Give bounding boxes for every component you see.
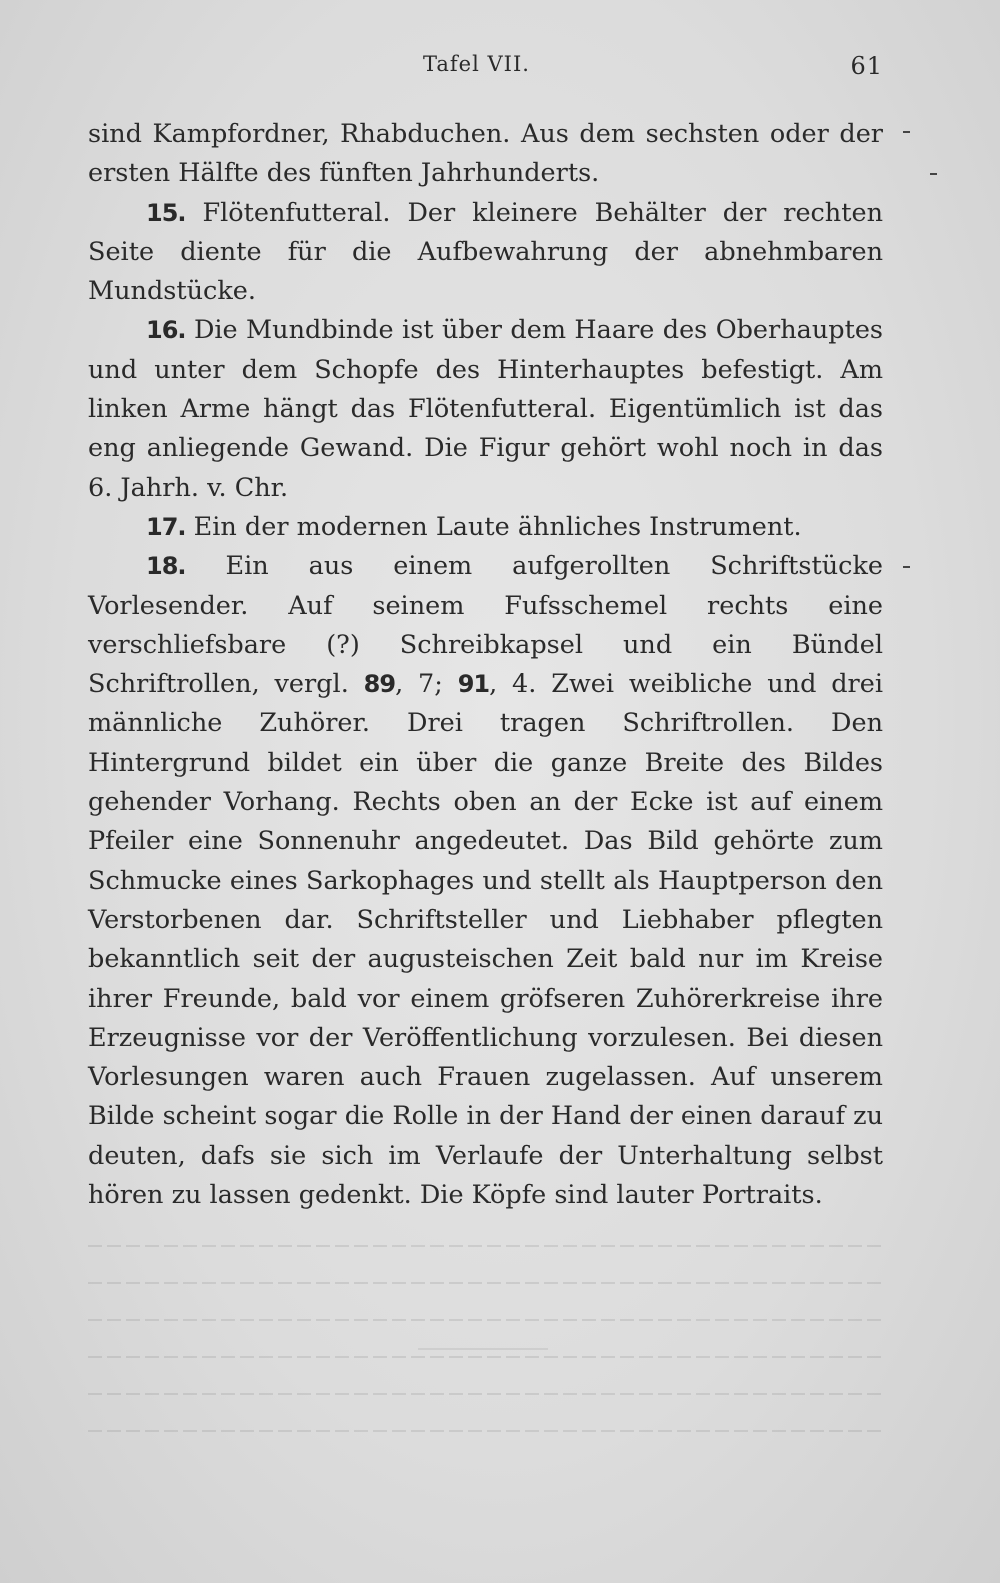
page-number: 61 [850,52,883,80]
body-text [88,115,883,1215]
entry-number: 15. [146,198,186,227]
margin-mark [903,131,910,133]
running-header [88,52,883,88]
entry-text-part: , 4. Zwei weibliche und drei männliche Zuhörer. Drei tragen Schriftrollen. Den Hintergrund bildet ein über die ganze Breite des Bildes gehender Vorhang. Rechts oben an der Ecke ist auf einem Pfeiler eine Sonnenuhr angedeutet. Das Bild gehörte zum Schmucke eines Sarkophages und stellt als Hauptperson den Verstorbenen dar. Schriftsteller und Liebhaber pflegten bekanntlich seit der augusteischen Zeit bald nur im Kreise ihrer Freunde, bald vor einem gröfseren Zuhörerkreise ihre Erzeugnisse vor der Veröffentlichung vorzulesen. Bei diesen Vorlesungen waren auch Frauen zugelassen. Auf unserem Bilde scheint sogar die Rolle in der Hand der einen darauf zu deuten, dafs sie sich im Verlaufe der Unterhaltung selbst hören zu lassen gedenkt. Die Köpfe sind lauter Portraits. [88,669,883,1211]
continuation-paragraph [88,115,883,194]
entry-text-part: Ein aus einem aufgerollten Schriftstücke Vorlesender. Auf seinem Fufsschemel rechts eine verschliefsbare (?) Schreibkapsel und ein Bündel Schriftrollen, vergl. [88,551,883,700]
entry-number: 18. [146,552,186,581]
plate-reference: 91 [457,670,490,699]
entry-text-part: , 7; [395,669,458,700]
entry-text: Ein der modernen Laute ähnliches Instrument. [193,511,802,542]
entry-18 [88,547,883,1215]
entry-number: 17. [146,512,186,541]
entry-text: Die Mundbinde ist über dem Haare des Oberhauptes und unter dem Schopfe des Hinterhauptes befestigt. Am linken Arme hängt das Flötenfutteral. Eigentümlich ist das eng anliegende Gewand. Die Figur gehört wohl noch in das 6. Jahrh. v. Chr. [88,315,883,503]
entry-17 [88,508,883,547]
entry-15 [88,194,883,312]
bleed-through-rule [418,1348,548,1350]
plate-reference: 89 [363,670,396,699]
paragraph-text: sind Kampfordner, Rhabduchen. Aus dem sechsten oder der ersten Hälfte des fünften Jahrhunderts. [88,119,883,189]
entry-number: 16. [146,316,186,345]
entry-16 [88,311,883,507]
margin-mark [903,566,910,568]
entry-text: Flötenfutteral. Der kleinere Behälter der rechten Seite diente für die Aufbewahrung der abnehmbaren Mundstücke. [88,197,883,307]
margin-mark [930,173,937,175]
bleed-through-text [88,1245,883,1465]
running-title: Tafel VII. [423,52,530,76]
